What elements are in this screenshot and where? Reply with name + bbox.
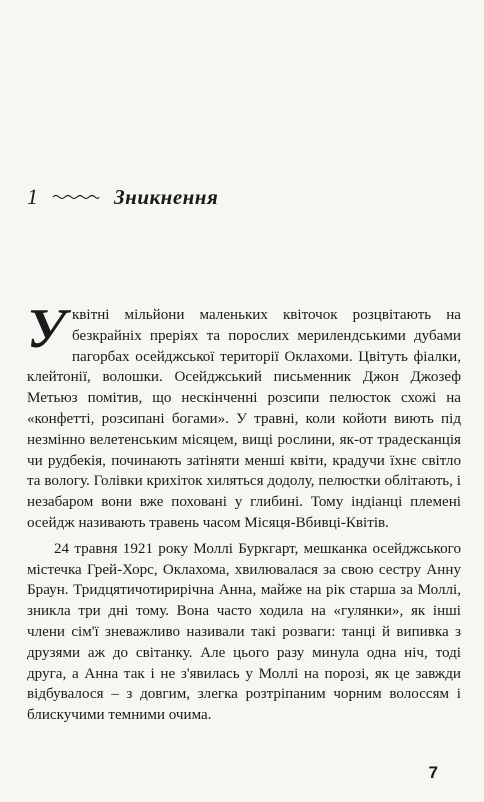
paragraph-1-text: квітні мільйони маленьких квіточок розцвітають на безкрайніх преріях та порослих мерилендськими дубами пагорбах осейджської території Оклахоми. Цвітуть фіалки, клейтонії, волошки. Осейджський письменник Джон Джозеф Метьюз помітив, що нескінченні розсипи пелюсток схожі на «конфетті, розсипані богами». У травні, коли койоти виють під незмінно велетенським місяцем, вищі рослини, як-от традесканція чи рудбекія, починають затіняти менші квіти, крадучи їхнє світло та вологу. Голівки крихіток хиляться додолу, пелюстки облітають, і незабаром вони вже поховані у глибині. Тому індіанці племені осейдж називають травень часом Місяця-Вбивці-Квітів.	[27, 307, 461, 531]
chapter-heading	[27, 184, 218, 210]
wave-divider-icon	[52, 192, 100, 202]
chapter-number: 1	[27, 184, 38, 209]
paragraph-2: 24 травня 1921 року Моллі Буркгарт, мешканка осейджського містечка Грей-Хорс, Оклахома, хвилювалася за свою сестру Анну Браун. Тридцятичотирирічна Анна, майже на рік старша за Моллі, зникла три дні тому. Вона часто ходила на «гулянки», як інші члени сім'ї зневажливо називали такі розваги: танці й випивка з друзями аж до світанку. Але цього разу минула одна ніч, тоді друга, а Анна так і не з'явилась у Моллі на порозі, як це завжди відбувалося – з довгим, злегка розтріпаним чорним волоссям і блискучими темними очима.	[27, 540, 461, 724]
drop-cap: У	[27, 298, 66, 360]
chapter-title: Зникнення	[114, 184, 219, 209]
paragraph-1	[27, 298, 461, 534]
chapter-body	[27, 298, 461, 726]
page-number: 7	[428, 763, 438, 782]
